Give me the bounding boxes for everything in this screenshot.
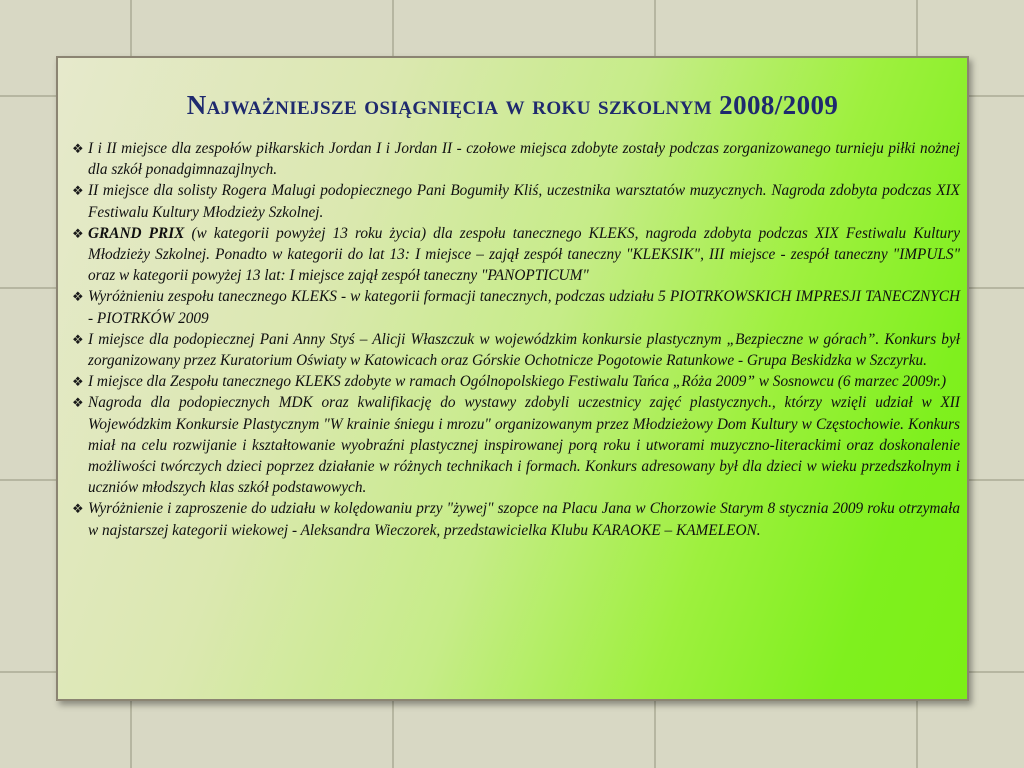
diamond-bullet-icon: ❖ xyxy=(72,395,84,411)
diamond-bullet-icon: ❖ xyxy=(72,331,84,347)
list-item xyxy=(72,498,960,540)
list-item xyxy=(72,138,960,180)
list-item xyxy=(72,223,960,287)
diamond-bullet-icon: ❖ xyxy=(72,374,84,390)
item-text: Wyróżnienie i zaproszenie do udziału w kolędowaniu przy "żywej" szopce na Placu Jana w Chorzowie Starym 8 stycznia 2009 roku otrzymała w najstarszej kategorii wiekowej - Aleksandra Wieczorek, przedstawicielka Klubu KARAOKE – KAMELEON. xyxy=(88,500,960,539)
achievements-list xyxy=(72,138,960,541)
list-item xyxy=(72,180,960,222)
diamond-bullet-icon: ❖ xyxy=(72,183,84,199)
diamond-bullet-icon: ❖ xyxy=(72,501,84,517)
item-text: (w kategorii powyżej 13 roku życia) dla zespołu tanecznego KLEKS, nagroda zdobyta podczas XIX Festiwalu Kultury Młodzieży Szkolnej. Ponadto w kategorii do lat 13: I miejsce – zajął zespół taneczny "KLEKSIK", III miejsce - zespół taneczny "IMPULS" oraz w kategorii powyżej 13 lat: I miejsce zajął zespół taneczny "PANOPTICUM" xyxy=(88,224,961,285)
diamond-bullet-icon: ❖ xyxy=(72,141,84,156)
diamond-bullet-icon: ❖ xyxy=(72,289,84,305)
item-text: II miejsce dla solisty Rogera Malugi podopiecznego Pani Bogumiły Kliś, uczestnika warsztatów muzycznych. Nagroda zdobyta podczas XIX Festiwalu Kultury Młodzieży Szkolnej. xyxy=(88,182,960,221)
slide-title: Najważniejsze osiągnięcia w roku szkolnym 2008/2009 xyxy=(186,90,839,120)
item-text: I i II miejsce dla zespołów piłkarskich Jordan I i Jordan II - czołowe miejsca zdobyte zostały podczas zorganizowanego turnieju piłki nożnej dla szkół ponadgimnazajlnych. xyxy=(88,140,960,179)
slide-panel xyxy=(56,56,969,701)
list-item xyxy=(72,329,960,371)
diamond-bullet-icon: ❖ xyxy=(72,225,84,241)
list-item xyxy=(72,371,960,392)
item-lead: GRAND PRIX xyxy=(88,224,185,242)
item-text: Nagroda dla podopiecznych MDK oraz kwalifikację do wystawy zdobyli uczestnicy zajęć plastycznych., którzy wzięli udział w XII Wojewódzkim Konkursie Plastycznym "W krainie śniegu i mrozu" organizowanym przez Młodzieżowy Dom Kultury w Częstochowie. Konkurs miał na celu rozwijanie i kształtowanie wyobraźni plastycznej inspirowanej porą roku i utworami muzyczno-literackimi oraz doskonalenie możliwości twórczych dzieci poprzez działanie w różnych technikach i formach. Konkurs adresowany był dla dzieci w wieku przedszkolnym i uczniów młodszych klas szkół podstawowych. xyxy=(88,394,960,497)
item-text: I miejsce dla podopiecznej Pani Anny Styś – Alicji Właszczuk w wojewódzkim konkursie plastycznym „Bezpieczne w górach”. Konkurs był zorganizowany przez Kuratorium Oświaty w Katowicach oraz Górskie Ochotnicze Pogotowie Ratunkowe - Grupa Beskidzka w Szczyrku. xyxy=(88,330,960,370)
item-text: Wyróżnieniu zespołu tanecznego KLEKS - w kategorii formacji tanecznych, podczas udziału 5 PIOTRKOWSKICH IMPRESJI TANECZNYCH - PIOTRKÓW 2009 xyxy=(88,288,960,327)
list-item xyxy=(72,392,960,498)
item-text: I miejsce dla Zespołu tanecznego KLEKS zdobyte w ramach Ogólnopolskiego Festiwalu Tańca „Róża 2009” w Sosnowcu (6 marzec 2009r.) xyxy=(88,373,947,391)
list-item xyxy=(72,286,960,328)
